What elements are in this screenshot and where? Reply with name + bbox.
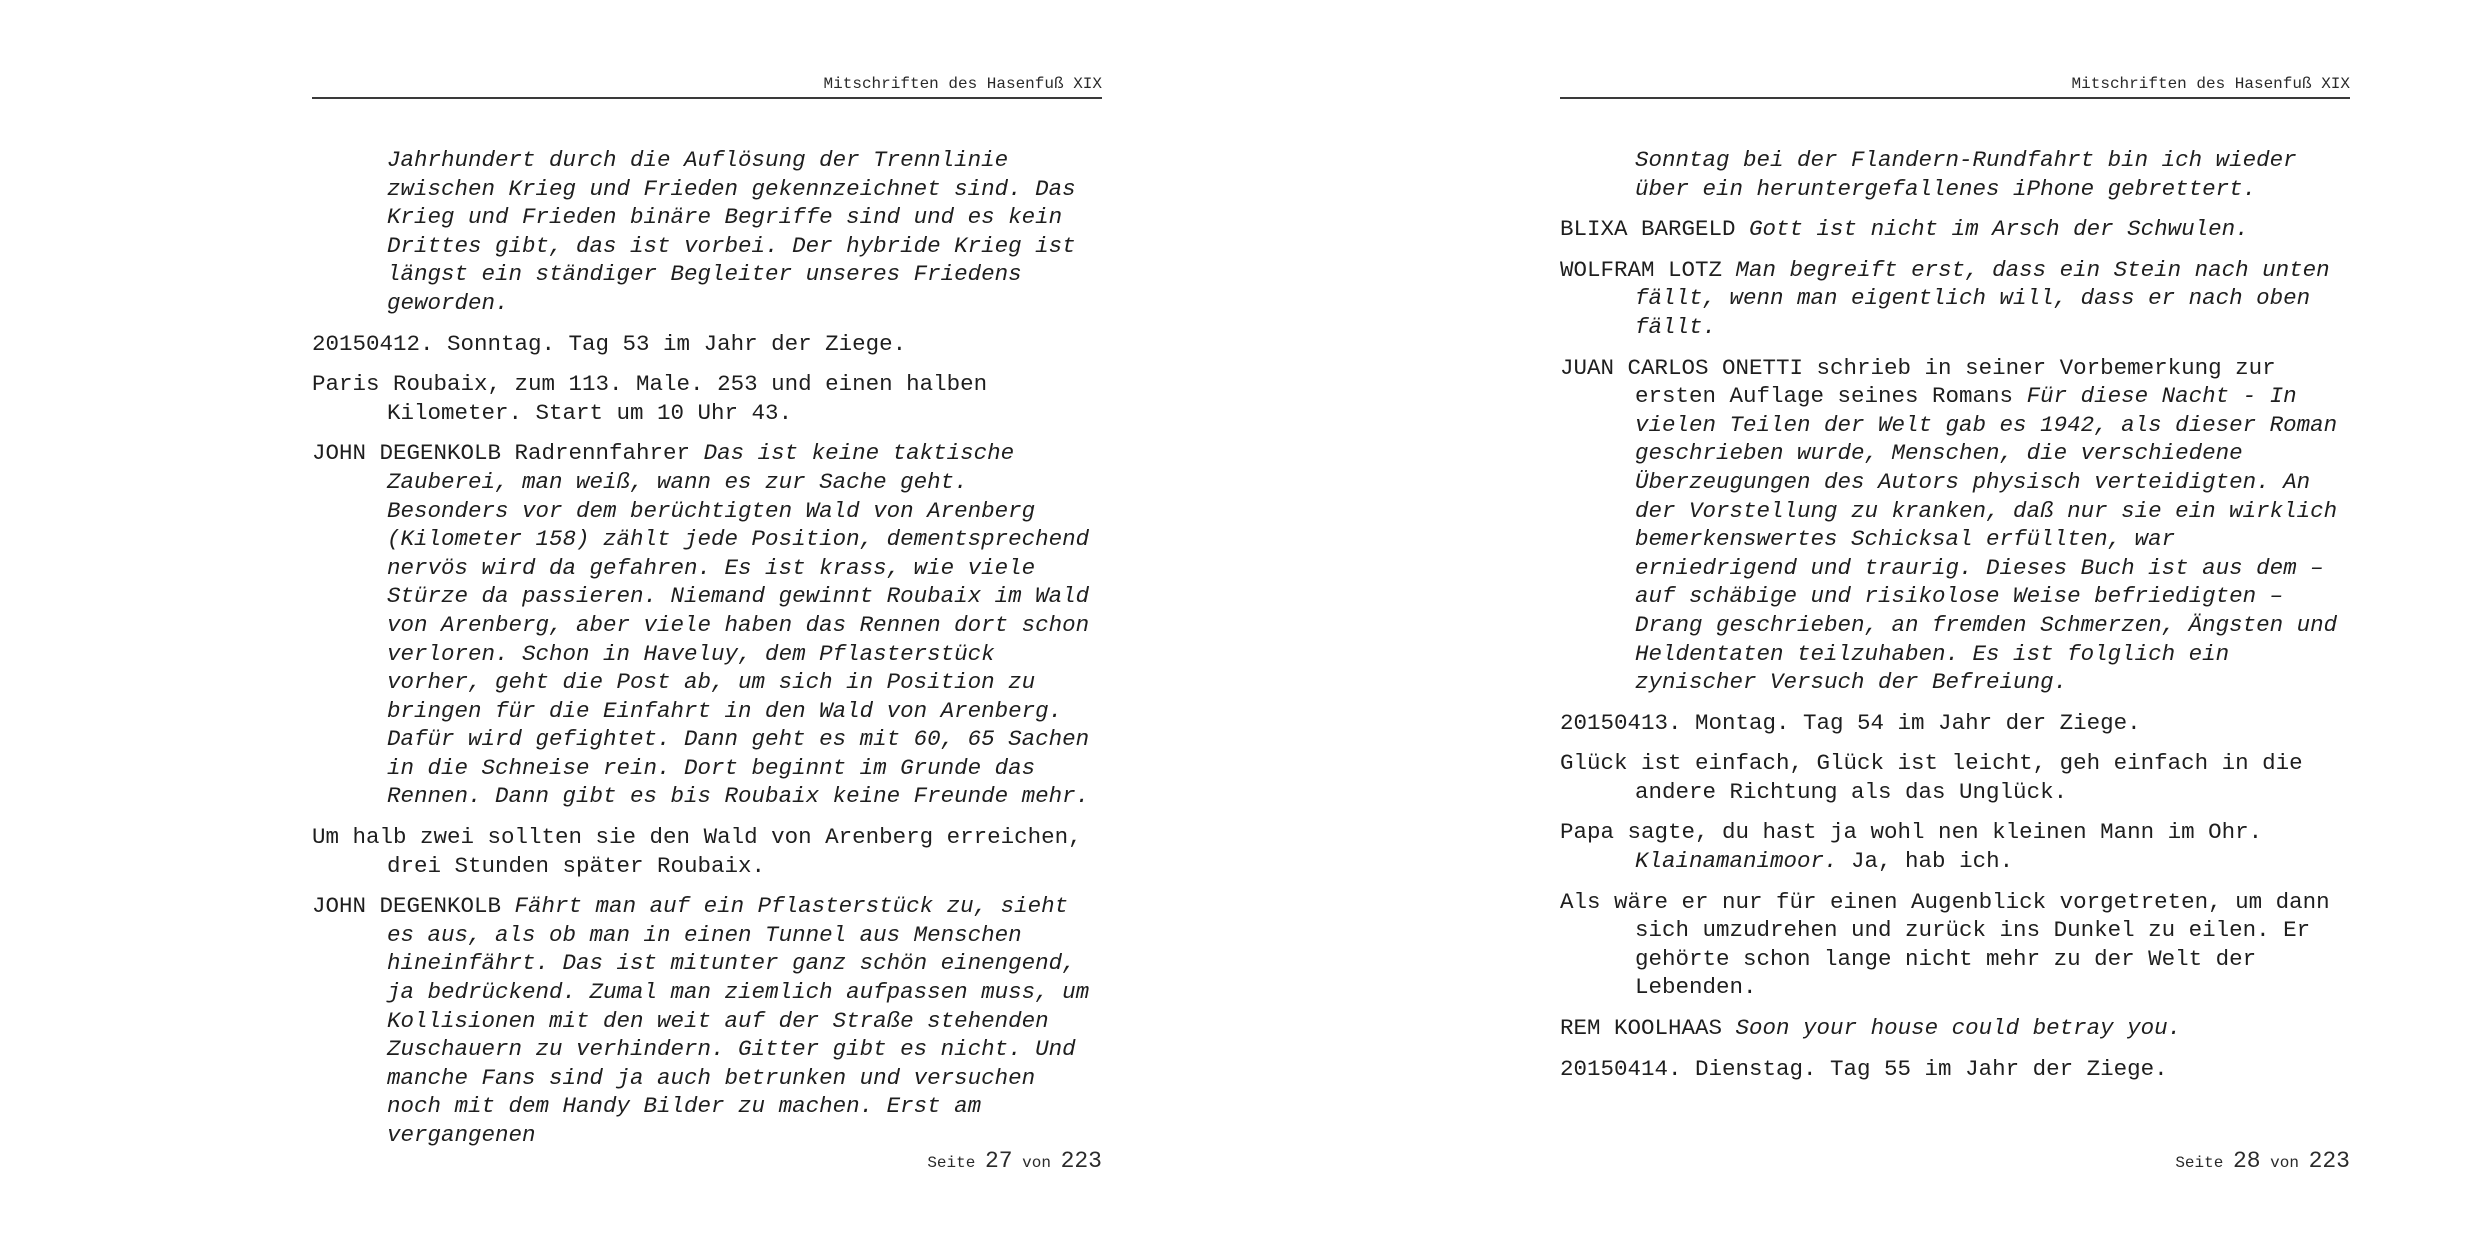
paragraph-text: Um halb zwei sollten sie den Wald von Arenberg erreichen, drei Stunden später Roubaix. [312,824,1082,879]
quote-text: Für diese Nacht - In vielen Teilen der Welt gab es 1942, als dieser Roman geschrieben wurde, Menschen, die verschiedene Überzeugungen des Autors physisch verteidigten. An der Vorstellung zu kranken, daß nur sie ein wirklich bemerkenswertes Schicksal erfüllten, war erniedrigend und traurig. Dieses Buch ist aus dem – auf schäbige und risikolose Weise befriedigten – Drang geschrieben, an fremden Schmerzen, Ängsten und Heldentaten teilzuhaben. Es ist folglich ein zynischer Versuch der Befreiung. [1635,383,2338,696]
page-number-current: 28 [2232,1148,2261,1174]
paragraph [312,146,1102,318]
date-entry [312,330,1102,359]
paragraph [1560,749,2350,806]
page-number [1560,1148,2350,1174]
page-body [1560,146,2350,1095]
quote-paragraph [1560,256,2350,342]
paragraph-tail: Ja, hab ich. [1837,848,2014,875]
header-rule [312,97,1102,99]
page-number-sep: von [1022,1154,1051,1172]
running-head: Mitschriften des Hasenfuß XIX [2071,75,2350,93]
header-rule [1560,97,2350,99]
paragraph [1560,818,2350,875]
page-number-sep: von [2270,1154,2299,1172]
quote-paragraph [1560,1014,2350,1043]
date-entry [1560,1055,2350,1084]
paragraph-text: 20150413. Montag. Tag 54 im Jahr der Ziege. [1560,709,2141,736]
page-number-prefix: Seite [2175,1154,2224,1172]
speaker-name: JUAN CARLOS ONETTI schrieb in seiner Vorbemerkung zur ersten Auflage seines Romans [1560,354,2276,410]
paragraph-text: Glück ist einfach, Glück ist leicht, geh einfach in die andere Richtung als das Unglück. [1560,750,2303,805]
paragraph-text: Papa sagte, du hast ja wohl nen kleinen Mann im Ohr. [1560,819,2263,846]
paragraph-text: 20150414. Dienstag. Tag 55 im Jahr der Ziege. [1560,1055,2168,1082]
page-number-current: 27 [984,1148,1013,1174]
running-head: Mitschriften des Hasenfuß XIX [823,75,1102,93]
speaker-name: JOHN DEGENKOLB [312,893,502,920]
page-number [312,1148,1102,1174]
quote-paragraph [1560,215,2350,244]
quote-text: Fährt man auf ein Pflasterstück zu, sieht es aus, als ob man in einen Tunnel aus Menschen hineinfährt. Das ist mitunter ganz schön einengend, ja bedrückend. Zumal man ziemlich aufpassen muss, um Kollisionen mit den weit auf der Straße stehenden Zuschauern zu verhindern. Gitter gibt es nicht. Und manche Fans sind ja auch betrunken und versuchen noch mit dem Handy Bilder zu machen. Erst am vergangenen [387,893,1090,1148]
quote-text: Jahrhundert durch die Auflösung der Trennlinie zwischen Krieg und Frieden gekennzeichnet sind. Das Krieg und Frieden binäre Begriffe sind und es kein Drittes gibt, das ist vorbei. Der hybride Krieg ist längst ein ständiger Begleiter unseres Friedens geworden. [387,147,1076,316]
left-page [312,0,1102,1240]
page-body [312,146,1102,1162]
paragraph [1560,888,2350,1002]
speaker-name: REM KOOLHAAS [1560,1015,1723,1042]
quote-text: Klainamanimoor. [1635,848,1838,875]
quote-paragraph [1560,354,2350,697]
speaker-name: JOHN DEGENKOLB Radrennfahrer [312,440,691,467]
paragraph [1560,146,2350,203]
date-entry [1560,709,2350,738]
paragraph-text: Als wäre er nur für einen Augenblick vorgetreten, um dann sich umzudrehen und zurück ins Dunkel zu eilen. Er gehörte schon lange nicht mehr zu der Welt der Lebenden. [1560,888,2330,1001]
paragraph-text: Paris Roubaix, zum 113. Male. 253 und einen halben Kilometer. Start um 10 Uhr 43. [312,371,988,426]
quote-text: Sonntag bei der Flandern-Rundfahrt bin ich wieder über ein heruntergefallenes iPhone gebrettert. [1635,147,2297,202]
paragraph [312,823,1102,880]
page-number-total: 223 [1060,1148,1102,1174]
paragraph [312,370,1102,427]
speaker-name: WOLFRAM LOTZ [1560,256,1723,283]
quote-paragraph [312,439,1102,811]
page-number-prefix: Seite [927,1154,976,1172]
quote-text: Gott ist nicht im Arsch der Schwulen. [1749,216,2249,243]
quote-text: Das ist keine taktische Zauberei, man weiß, wann es zur Sache geht. Besonders vor dem berüchtigten Wald von Arenberg (Kilometer 158) zählt jede Position, dementsprechend nervös wird da gefahren. Es ist krass, wie viele Stürze da passieren. Niemand gewinnt Roubaix im Wald von Arenberg, aber viele haben das Rennen dort schon verloren. Schon in Haveluy, dem Pflasterstück vorher, geht die Post ab, um sich in Position zu bringen für die Einfahrt in den Wald von Arenberg. Dafür wird gefightet. Dann geht es mit 60, 65 Sachen in die Schneise rein. Dort beginnt im Grunde das Rennen. Dann gibt es bis Roubaix keine Freunde mehr. [387,440,1090,810]
quote-text: Soon your house could betray you. [1735,1015,2182,1042]
speaker-name: BLIXA BARGELD [1560,216,1736,243]
quote-paragraph [312,892,1102,1149]
page-number-total: 223 [2308,1148,2350,1174]
paragraph-text: 20150412. Sonntag. Tag 53 im Jahr der Ziege. [312,330,907,357]
right-page [1560,0,2350,1240]
quote-text: Man begreift erst, dass ein Stein nach unten fällt, wenn man eigentlich will, dass er nach oben fällt. [1635,256,2330,340]
